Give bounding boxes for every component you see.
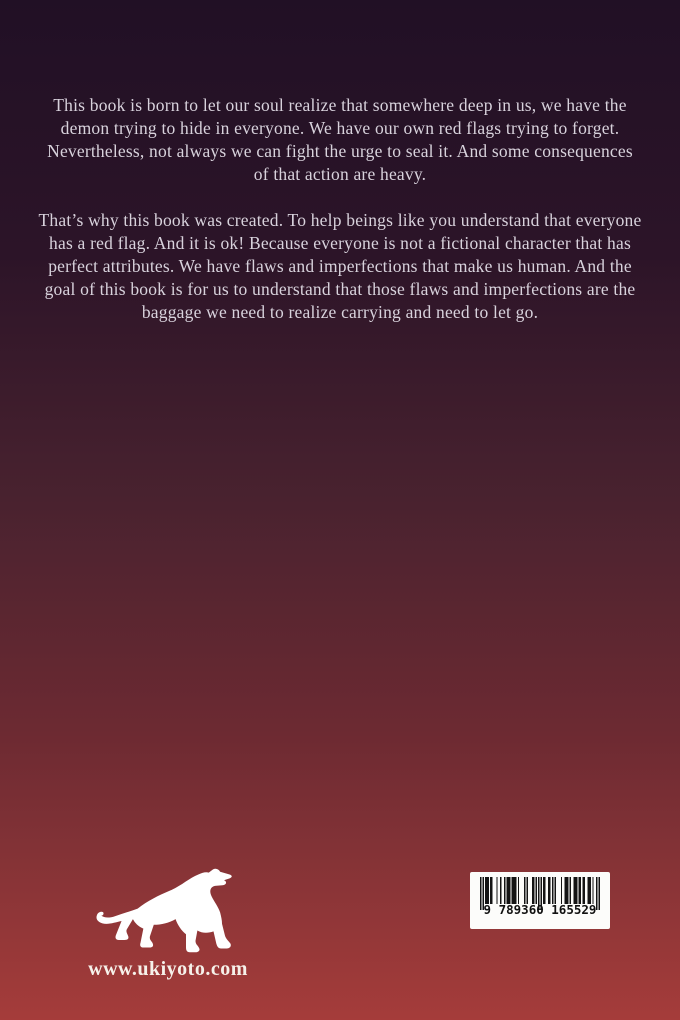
synopsis-paragraph: That’s why this book was created. To help beings like you understand that everyone has a red flag. And it is ok! Because everyone is not a fictional character that has perfect attributes. We have flaws and imperfections that make us human. And the goal of this book is for us to understand that those flaws and imperfections are the baggage we need to realize carrying and need to let go. xyxy=(38,210,642,322)
synopsis xyxy=(38,94,642,347)
publisher-logo xyxy=(70,866,266,981)
barcode-number: 9 789360 165529 xyxy=(483,902,597,917)
isbn-barcode xyxy=(470,872,610,929)
synopsis-paragraph: This book is born to let our soul realize that somewhere deep in us, we have the demon trying to hide in everyone. We have our own red flags trying to forget. Nevertheless, not always we can fight the urge to seal it. And some consequences of that action are heavy. xyxy=(47,95,633,184)
publisher-website: www.ukiyoto.com xyxy=(88,958,248,980)
tiger-logo-icon xyxy=(92,866,244,957)
